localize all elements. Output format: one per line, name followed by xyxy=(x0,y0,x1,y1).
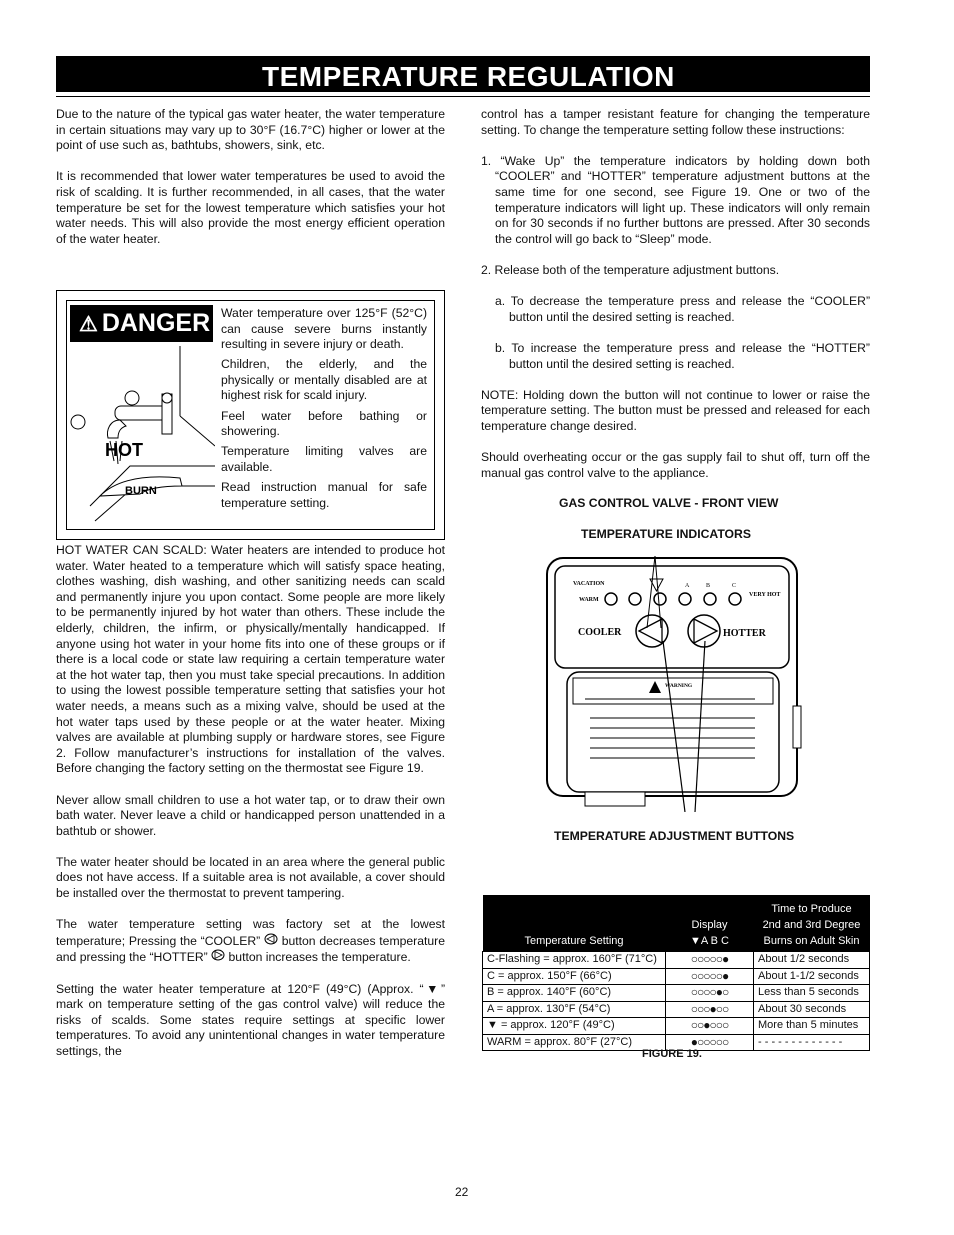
left-intro xyxy=(56,107,445,263)
page-title: TEMPERATURE REGULATION xyxy=(262,61,675,92)
cell-setting: ▼ = approx. 120°F (49°C) xyxy=(483,1018,666,1035)
cell-setting: B = approx. 140°F (60°C) xyxy=(483,985,666,1002)
step-2a: a. To decrease the temperature press and release the “COOLER” button until the desired setting is reached. xyxy=(495,294,870,324)
cell-display: ○○○○○● xyxy=(666,952,754,969)
header-time: Time to Produce 2nd and 3rd Degree Burns on Adult Skin xyxy=(754,895,870,952)
paragraph: Never allow small children to use a hot water tap, or to draw their own bath water. Never leave a child or handicapped person unattended in a bathtub or shower. xyxy=(56,792,445,838)
paragraph: The water temperature setting was factory set at the lowest temperature; Pressing the “COOLER” button decreases temperature and pressing the “HOTTER” button increases the temperature. xyxy=(56,917,445,965)
warning-triangle-icon: ⚠ xyxy=(79,313,98,336)
figure-caption: FIGURE 19. xyxy=(642,1048,702,1060)
down-triangle-icon: ▼ xyxy=(423,981,441,996)
danger-inner-frame xyxy=(66,300,435,530)
table-header-row xyxy=(483,895,870,952)
danger-label: DANGER xyxy=(101,309,211,337)
panel-b: B xyxy=(706,583,711,589)
cell-display: ○○○○○● xyxy=(666,968,754,985)
indicators-label: TEMPERATURE INDICATORS xyxy=(581,527,751,541)
cell-display: ○○○●○○ xyxy=(666,1001,754,1018)
cell-time: About 1/2 seconds xyxy=(754,952,870,969)
paragraph: Due to the nature of the typical gas water heater, the water temperature in certain situations may vary up to 30°F (16.7°C) higher or lower at the point of use such as, bathtubs, showers, sink, etc. xyxy=(56,107,445,153)
scene-hot-text: HOT xyxy=(105,440,143,460)
table-row xyxy=(483,985,870,1002)
hotter-button xyxy=(688,615,720,647)
cell-time: About 1-1/2 seconds xyxy=(754,968,870,985)
hotter-button-icon xyxy=(211,949,225,961)
panel-vacation: VACATION xyxy=(573,581,605,587)
cell-display: ○○○○●○ xyxy=(666,985,754,1002)
scene-burn-text: BURN xyxy=(125,485,157,497)
cell-display: ●○○○○○ xyxy=(666,1034,754,1051)
step-2b: b. To increase the temperature press and release the “HOTTER” button until the desired setting is reached. xyxy=(495,340,870,371)
cell-time: More than 5 minutes xyxy=(754,1018,870,1035)
cell-time: Less than 5 seconds xyxy=(754,985,870,1002)
danger-item: Read instruction manual for safe temperature setting. xyxy=(221,479,427,510)
danger-item: Feel water before bathing or showering. xyxy=(221,408,427,439)
header-display: Display ▼A B C xyxy=(666,895,754,952)
panel-c: C xyxy=(732,583,737,589)
paragraph: control has a tamper resistant feature for changing the temperature setting. To change the temperature setting follow these instructions: xyxy=(481,107,870,137)
temperature-table xyxy=(482,895,870,1051)
buttons-label: TEMPERATURE ADJUSTMENT BUTTONS xyxy=(554,829,795,843)
cell-setting: A = approx. 130°F (54°C) xyxy=(483,1001,666,1018)
gas-control-valve-diagram xyxy=(545,556,805,812)
cell-setting: WARM = approx. 80°F (27°C) xyxy=(483,1034,666,1051)
panel-warning: WARNING xyxy=(665,683,693,689)
panel-hotter: HOTTER xyxy=(723,628,766,639)
paragraph: Setting the water heater temperature at 120°F (49°C) (Approx. “▼” mark on temperature setting of the gas control valve) will reduce the risks of scalds. Some states require settings at specific lower temperatures. To avoid any unintentional changes in water temperature settings, the xyxy=(56,981,445,1058)
cooler-button-icon xyxy=(264,933,278,945)
cell-display: ○○●○○○ xyxy=(666,1018,754,1035)
danger-item: Children, the elderly, and the physically or mentally disabled are at highest risk for scald injury. xyxy=(221,357,427,403)
paragraph: It is recommended that lower water temperatures be used to avoid the risk of scalding. It is further recommended, in all cases, that the water temperature be set for the lowest temperature which satisfies your hot water needs. This will also provide the most energy efficient operation of the water heater. xyxy=(56,169,445,246)
table-row xyxy=(483,952,870,969)
paragraph: HOT WATER CAN SCALD: Water heaters are intended to produce hot water. Water heated to a temperature which will satisfy space heating, clothes washing, dish washing, and other sanitizing needs can scald and permanently injure you upon contact. Some people are more likely to be permanently injured by hot water than others. These include the elderly, children, the infirm, or physically/mentally handicapped. If anyone using hot water in your home fits into one of these groups or if there is a local code or state law requiring a certain temperature water at the hot water tap, then you must take special precautions. In addition to using the lowest possible temperature setting that satisfies your hot water needs, a means such as a mixing valve, should be used at the hot water taps used by these people or at the water heater. Mixing valves are available at plumbing supply or hardware stores, see Figure 2. Follow manufacturer’s instructions for installation of the valves. Before changing the factory setting on the thermostat see Figure 19. xyxy=(56,543,445,776)
danger-warnings xyxy=(221,306,427,516)
danger-item: Temperature limiting valves are available. xyxy=(221,444,427,474)
title-underline xyxy=(56,96,870,97)
panel-very-hot: VERY HOT xyxy=(749,592,781,598)
danger-badge xyxy=(70,305,213,342)
cell-time: About 30 seconds xyxy=(754,1001,870,1018)
note: NOTE: Holding down the button will not continue to lower or raise the temperature setting. The button must be pressed and released for each temperature change desired. xyxy=(481,387,870,433)
danger-box xyxy=(56,290,445,540)
danger-item: Water temperature over 125°F (52°C) can cause severe burns instantly resulting in severe injury or death. xyxy=(221,306,427,352)
paragraph: Should overheating occur or the gas supply fail to shut off, turn off the manual gas control valve to the appliance. xyxy=(481,450,870,480)
table-row xyxy=(483,1018,870,1035)
panel-warm: WARM xyxy=(579,597,599,603)
scald-faucet-illustration xyxy=(70,346,215,526)
cell-time: - - - - - - - - - - - - - xyxy=(754,1034,870,1051)
title-banner xyxy=(56,56,870,92)
header-setting: Temperature Setting xyxy=(483,895,666,952)
paragraph: The water heater should be located in an area where the general public does not have access. If a suitable area is not available, a cover should be installed over the thermostat to prevent tampering. xyxy=(56,854,445,901)
panel-a: A xyxy=(685,583,690,589)
cell-setting: C = approx. 150°F (66°C) xyxy=(483,968,666,985)
step-1: 1. “Wake Up” the temperature indicators by holding down both “COOLER” and “HOTTER” temperature adjustment buttons at the same time for one second, see Figure 19. One or two of the temperature indicators will light up. These indicators will only remain on for 30 seconds if no further buttons are pressed. After 30 seconds the control will go back to “Sleep” mode. xyxy=(481,153,870,246)
right-body xyxy=(481,107,870,497)
cell-setting: C-Flashing = approx. 160°F (71°C) xyxy=(483,952,666,969)
table-row xyxy=(483,1001,870,1018)
left-body xyxy=(56,543,445,1075)
figure-title: GAS CONTROL VALVE - FRONT VIEW xyxy=(559,496,779,510)
table-row xyxy=(483,968,870,985)
page-number: 22 xyxy=(455,1185,469,1199)
panel-cooler: COOLER xyxy=(578,627,622,638)
step-2: 2. Release both of the temperature adjustment buttons. xyxy=(481,262,780,277)
